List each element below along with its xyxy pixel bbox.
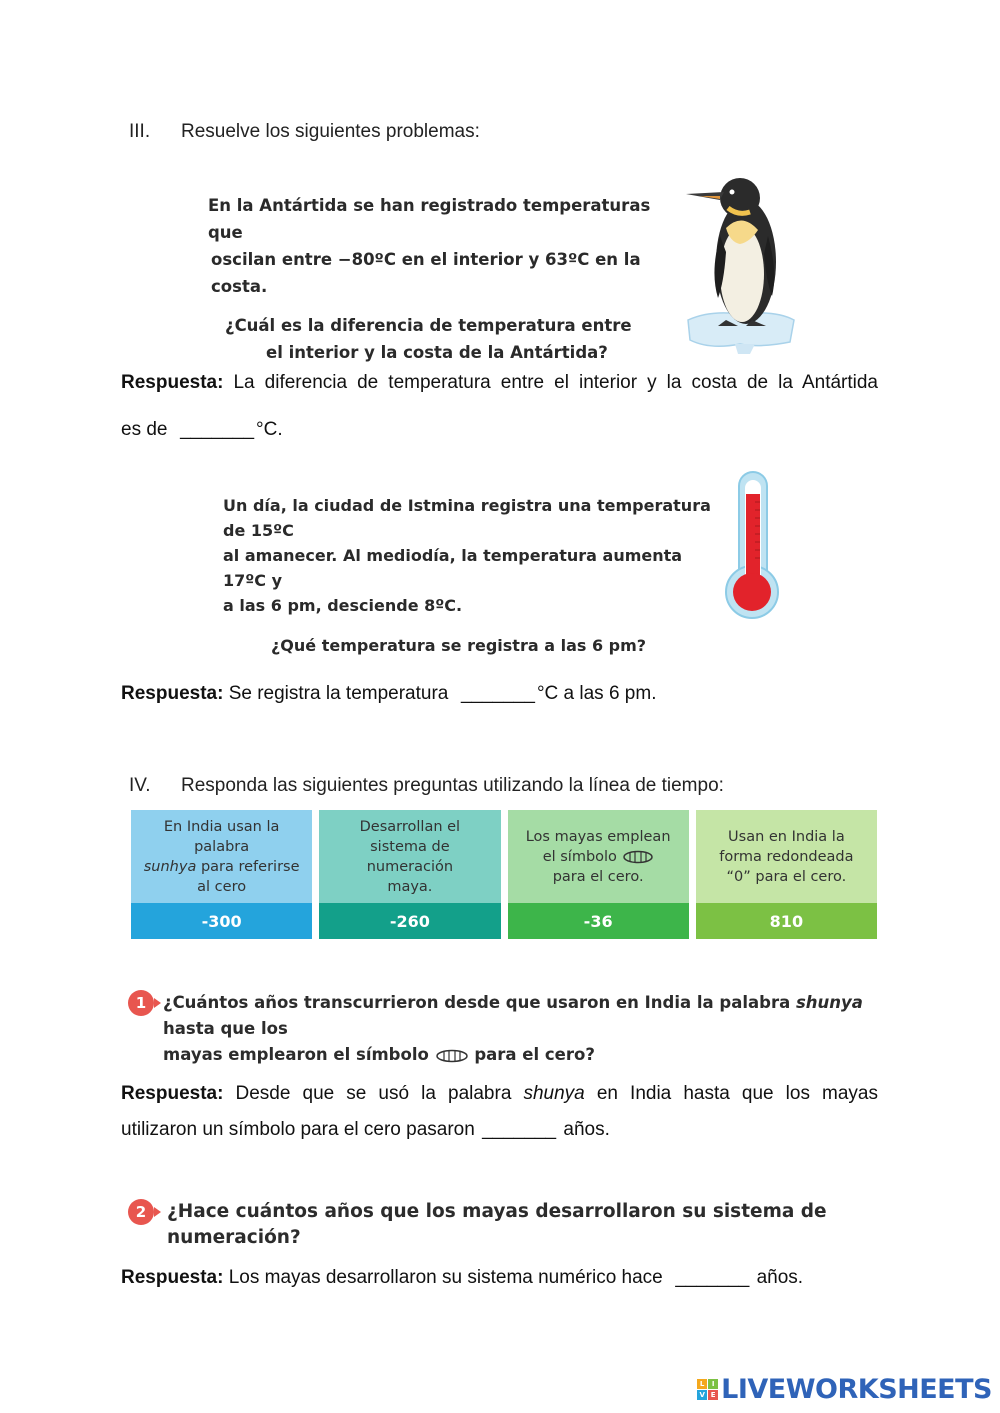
section-3-title: Resuelve los siguientes problemas: <box>181 121 480 142</box>
answer-4-blank-input[interactable]: _______ <box>675 1267 750 1288</box>
timeline-card-text <box>131 810 312 903</box>
answer-3-text-a: Desde que se usó la palabra <box>235 1083 512 1104</box>
timeline-text: Usan en India la forma redondeada “0” para el cero. <box>719 828 854 885</box>
answer-1-text-2: es de <box>121 419 168 440</box>
timeline-card <box>696 810 877 940</box>
problem-1-line-1: En la Antártida se han registrado temperaturas que <box>208 196 651 242</box>
answer-2-label: Respuesta: <box>121 683 224 704</box>
answer-2-text: Se registra la temperatura <box>228 683 449 704</box>
timeline-card-text <box>696 810 877 903</box>
answer-2-blank-input[interactable]: _______ <box>460 683 535 704</box>
answer-3-emphasis: shunya <box>523 1083 585 1104</box>
question-2-badge: 2 <box>128 1199 154 1225</box>
section-4-heading <box>129 775 724 797</box>
answer-1-unit: °C. <box>256 419 283 440</box>
logo-mark-letter: E <box>708 1390 718 1400</box>
problem-1-question-line-2: el interior y la costa de la Antártida? <box>266 343 608 362</box>
answer-2 <box>121 676 656 712</box>
problem-2-line-1: Un día, la ciudad de Istmina registra una temperatura de 15ºC <box>223 496 711 540</box>
logo-mark-letter: L <box>697 1379 707 1389</box>
timeline-year: -300 <box>131 903 312 939</box>
answer-3-blank-input[interactable]: _______ <box>482 1119 557 1140</box>
timeline-card-text <box>319 810 500 903</box>
maya-zero-shell-icon <box>435 1049 469 1063</box>
problem-2-line-3: a las 6 pm, desciende 8ºC. <box>223 596 463 615</box>
problem-2-line-2: al amanecer. Al mediodía, la temperatura aumenta 17ºC y <box>223 546 683 590</box>
logo-mark-letter: V <box>697 1390 707 1400</box>
answer-4 <box>121 1260 803 1296</box>
timeline-year: 810 <box>696 903 877 939</box>
question-1-emphasis: shunya <box>795 993 863 1012</box>
problem-2-question: ¿Qué temperatura se registra a las 6 pm? <box>271 636 647 655</box>
answer-4-label: Respuesta: <box>121 1267 224 1288</box>
timeline-text-end: para el cero. <box>552 868 644 885</box>
question-1-text-a: ¿Cuántos años transcurrieron desde que usaron en India la palabra <box>163 993 791 1012</box>
timeline-year: -260 <box>319 903 500 939</box>
timeline-emphasis: sunhya <box>143 858 197 875</box>
problem-1-line-2: oscilan entre −80ºC en el interior y 63ºC en la costa. <box>211 250 641 296</box>
answer-3-text-c: utilizaron un símbolo para el cero pasaron <box>121 1119 475 1140</box>
timeline-card <box>319 810 500 940</box>
problem-1-statement <box>208 192 668 366</box>
answer-1-label: Respuesta: <box>121 372 224 393</box>
answer-4-unit: años. <box>756 1267 804 1288</box>
liveworksheets-logo[interactable] <box>697 1374 992 1405</box>
answer-3-text-b: en India hasta que los mayas <box>596 1083 878 1104</box>
question-1-text-b: hasta que los <box>163 1019 288 1038</box>
answer-3-label: Respuesta: <box>121 1083 224 1104</box>
timeline-card <box>508 810 689 940</box>
problem-2-statement <box>223 493 723 658</box>
answer-1-text: La diferencia de temperatura entre el interior y la costa de la Antártida <box>233 372 879 393</box>
thermometer-icon <box>724 470 780 622</box>
section-4-number: IV. <box>129 775 151 796</box>
penguin-icon <box>680 172 800 358</box>
timeline-card <box>131 810 312 940</box>
timeline-text: En India usan la palabra <box>163 818 280 855</box>
section-4-title: Responda las siguientes preguntas utilizando la línea de tiempo: <box>181 775 724 796</box>
logo-mark-icon <box>697 1379 718 1400</box>
answer-1 <box>121 365 878 448</box>
maya-zero-shell-icon <box>622 850 654 864</box>
problem-1-question-line-1: ¿Cuál es la diferencia de temperatura entre <box>225 316 632 335</box>
question-2-text: ¿Hace cuántos años que los mayas desarrollaron su sistema de numeración? <box>167 1201 827 1248</box>
question-1-text-d: para el cero? <box>474 1045 595 1064</box>
timeline-text: Desarrollan el sistema de numeración maya. <box>359 818 461 895</box>
section-3-heading <box>129 121 480 143</box>
logo-mark-letter: I <box>708 1379 718 1389</box>
timeline-text: Los mayas emplean el símbolo <box>525 828 671 865</box>
answer-2-unit: °C a las 6 pm. <box>536 683 657 704</box>
answer-1-blank-input[interactable]: _______ <box>180 419 255 440</box>
timeline-year: -36 <box>508 903 689 939</box>
timeline-card-text <box>508 810 689 903</box>
section-3-number: III. <box>129 121 151 142</box>
question-2 <box>128 1199 898 1251</box>
question-1-text-c: mayas emplearon el símbolo <box>163 1045 429 1064</box>
answer-4-text: Los mayas desarrollaron su sistema numérico hace <box>228 1267 663 1288</box>
answer-3-text-d: años. <box>563 1119 610 1140</box>
question-1-badge: 1 <box>128 990 154 1016</box>
timeline <box>131 810 877 940</box>
answer-3 <box>121 1076 878 1148</box>
logo-text: LIVEWORKSHEETS <box>721 1374 992 1405</box>
question-1 <box>128 990 888 1068</box>
timeline-text-end: para referirse al cero <box>197 858 300 895</box>
